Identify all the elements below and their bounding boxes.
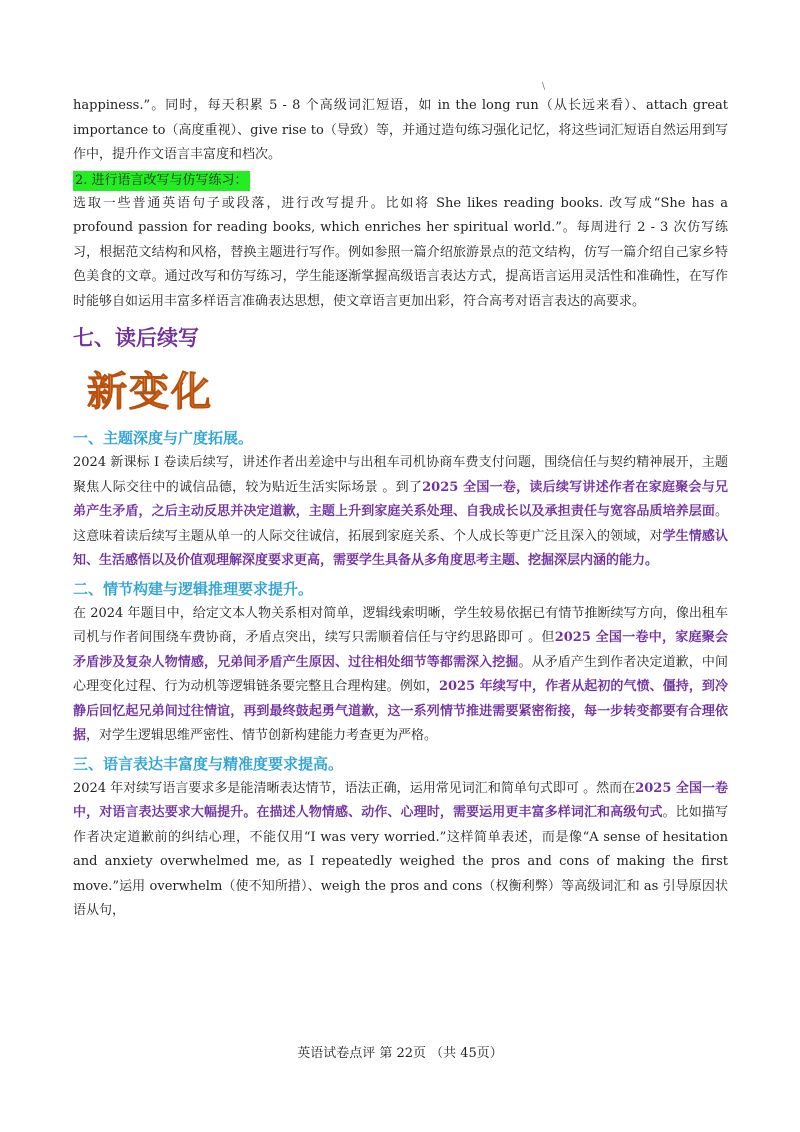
- intro-paragraph-1: happiness.”。同时，每天积累 5 - 8 个高级词汇短语，如 in the long run（从长远来看）、attach great importance to（高度重视）、give rise to（导致）等，并通过造句练习强化记忆，将这些词汇短语自然运用到写作中，提升作文语言丰富度和档次。: [73, 98, 728, 162]
- page-content: [73, 94, 728, 924]
- s2-emphasis-2: 2025 年续写中，作者从起初的气愤、僵持，到冷静后回忆起兄弟间过往情谊，再到最终鼓起勇气道歉，这一系列情节推进需要紧密衔接，每一步转变都要有合理依据: [73, 679, 728, 743]
- s2-text-1: 在 2024 年题目中，给定文本人物关系相对简单，逻辑线索明晰，学生较易依据已有情节推断续写方向，像出租车司机与作者间围绕车费协商，矛盾点突出，续写只需顺着信任与守约思路即可 。但: [73, 605, 728, 645]
- intro-paragraph-2: 选取一些普通英语句子或段落，进行改写提升。比如将 She likes reading books. 改写成“She has a profound passion for reading books, which enriches her spiritual world.”。每周进行 2 - 3 次仿写练习，根据范文结构和风格，替换主题进行写作。例如参照一篇介绍旅游景点的范文结构，仿写一篇介绍自己家乡特色美食的文章。通过改写和仿写练习，学生能逐渐掌握高级语言表达方式，提高语言运用灵活性和准确性，在写作时能够自如运用丰富多样语言准确表达思想，使文章语言更加出彩，符合高考对语言表达的高要求。: [73, 195, 728, 309]
- s2-text-3: ，对学生逻辑思维严密性、情节创新构建能力考查更为严格。: [86, 728, 438, 743]
- s1-text-2: 。这意味着读后续写主题从单一的人际交往诚信，拓展到家庭关系、个人成长等更广泛且深入的领域，对: [73, 504, 728, 544]
- s3-text-1: 2024 年对续写语言要求多是能清晰表达情节，语法正确，运用常见词汇和简单句式即可 。然而在: [73, 780, 636, 796]
- subsection-1-heading: 一、主题深度与广度拓展。: [73, 429, 254, 447]
- s3-emphasis-1: 2025 全国一卷中，对语言表达要求大幅提升。在描述人物情感、动作、心理时，需要运用更丰富多样词汇和高级句式: [73, 780, 728, 820]
- s3-text-2: 。比如描写作者决定道歉前的纠结心理，不能仅用“I was very worried.”这样简单表述，而是像“A sense of hesitation and anxiety overwhelmed me, as I repeatedly weighed the pros and cons of making the first move.”运用 overwhelm（使不知所措）、weigh the pros and cons（权衡利弊）等高级词汇和 as 引导原因状语从句，: [73, 805, 728, 918]
- s1-text-1: 2024 新课标 I 卷读后续写，讲述作者出差途中与出租车司机协商车费支付问题，围绕信任与契约精神展开，主题聚焦人际交往中的诚信品德，较为贴近生活实际场景 。到了: [73, 455, 728, 495]
- subsection-2-body: [73, 602, 728, 749]
- s1-emphasis-2: 学生情感认知、生活感悟以及价值观理解深度要求更高，需要学生具备从多角度思考主题、挖掘深层内涵的能力。: [73, 528, 728, 568]
- section-title: 七、读后续写: [73, 326, 199, 350]
- logo-text: 新变化: [87, 369, 213, 415]
- highlighted-subheading: 2. 进行语言改写与仿写练习：: [73, 171, 250, 191]
- subsection-3-body: [73, 777, 728, 924]
- new-changes-logo: [83, 361, 233, 419]
- s1-emphasis-1: 2025 全国一卷，读后续写讲述作者在家庭聚会与兄弟产生矛盾，之后主动反思并决定道歉，主题上升到家庭关系处理、自我成长以及承担责任与宽容品质培养层面: [73, 479, 728, 519]
- page-footer: 英语试卷点评 第 22页 （共 45页）: [297, 1046, 503, 1061]
- subsection-1-body: [73, 451, 728, 574]
- s2-text-2: 。从矛盾产生到作者决定道歉，中间心理变化过程、行为动机等逻辑链条要完整且合理构建。例如，: [73, 654, 728, 694]
- page-mark: \: [542, 82, 546, 92]
- subsection-3-heading: 三、语言表达丰富度与精准度要求提高。: [73, 754, 344, 773]
- subsection-2-heading: 二、情节构建与逻辑推理要求提升。: [73, 579, 314, 598]
- s2-emphasis-1: 2025 全国一卷中，家庭聚会矛盾涉及复杂人物情感，兄弟间矛盾产生原因、过往相处细节等都需深入挖掘: [73, 630, 728, 670]
